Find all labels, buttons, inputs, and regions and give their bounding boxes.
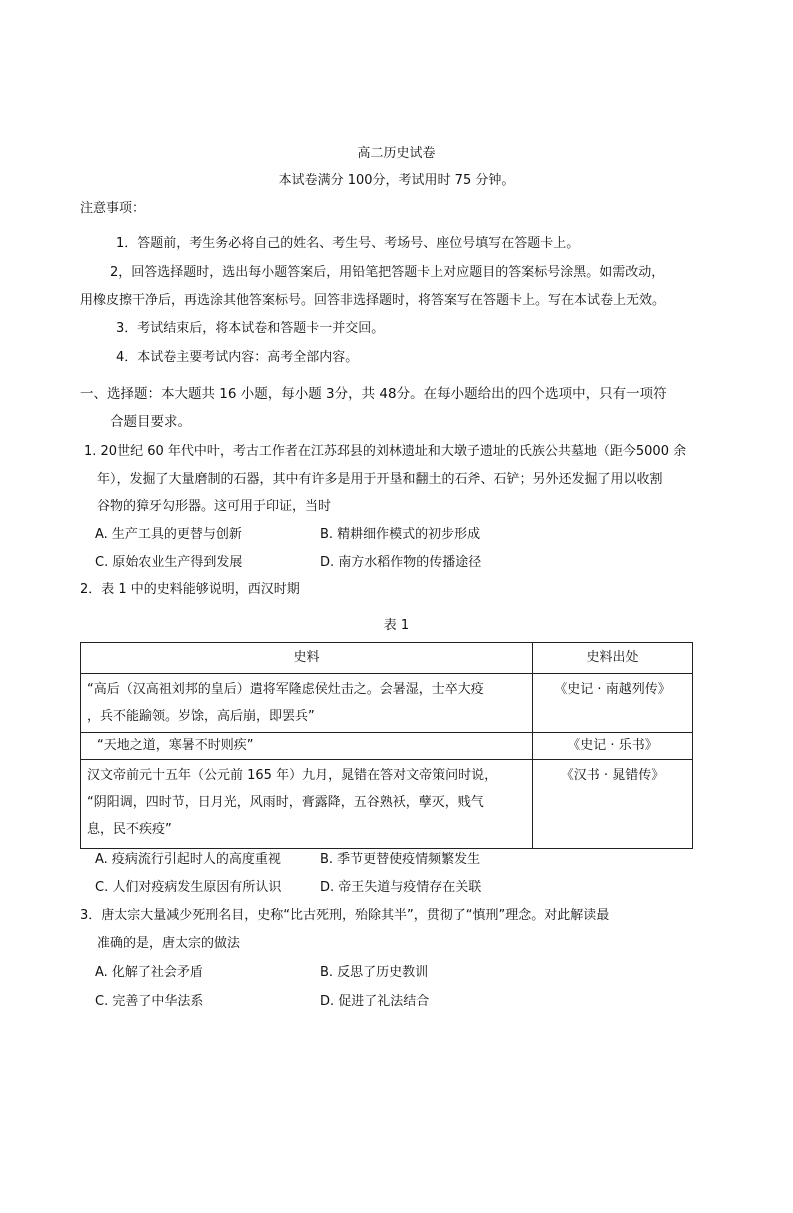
q1-stem-line-2: 年），发掘了大量磨制的石器，其中有许多是用于开垦和翻土的石斧、石铲；另外还发掘了用以收割 [97,472,663,487]
table-cell-line: 汉文帝前元十五年（公元前 165 年）九月，晁错在答对文帝策问时说， [87,768,498,783]
table-cell-line: “阴阳调，四时节，日月光，风雨时，膏露降，五谷熟袄，孽灭，贱气 [87,795,484,810]
table-cell-source: 《史记 · 南越列传》 [533,674,693,733]
table-header-source-origin: 史料出处 [533,643,693,674]
note-item-3: 3．考试结束后，将本试卷和答题卡一并交回。 [116,321,385,336]
q2-option-d: D. 帝王失道与疫情存在关联 [320,880,482,895]
table-header-row [81,643,693,674]
table-cell-text [81,733,533,760]
q3-option-b: B. 反思了历史教训 [320,965,429,980]
note-item-4: 4．本试卷主要考试内容：高考全部内容。 [116,350,359,365]
exam-subtitle: 本试卷满分 100分，考试用时 75 分钟。 [278,173,515,188]
table-row [81,674,693,733]
table-cell-text [81,674,533,733]
table-header-source-text: 史料 [81,643,533,674]
table-cell-line: “天地之道，寒暑不时则疾” [97,738,254,753]
q2-stem: 2．表 1 中的史料能够说明，西汉时期 [80,582,300,597]
table-cell-line: ，兵不能踰领。岁馀，高后崩，即罢兵” [87,709,315,724]
source-table [80,642,693,849]
q1-stem-line-3: 谷物的獐牙勾形器。这可用于印证，当时 [97,499,332,514]
q1-option-c: C. 原始农业生产得到发展 [95,555,243,570]
exam-title: 高二历史试卷 [357,146,436,161]
table-caption: 表 1 [383,618,410,633]
q1-option-a: A. 生产工具的更替与创新 [95,527,242,542]
q2-option-a: A. 疫病流行引起时人的高度重视 [95,852,281,867]
notes-heading: 注意事项： [80,201,146,216]
q1-stem-line-1: 1. 20世纪 60 年代中叶，考古工作者在江苏邳县的刘林遗址和大墩子遗址的氏族公共墓地（距今5000 余 [84,444,687,459]
q2-option-b: B. 季节更替使疫情频繁发生 [320,852,481,867]
table-cell-line: “高后（汉高祖刘邦的皇后）遣将军隆虑侯灶击之。会暑湿，士卒大疫 [87,682,484,697]
table-cell-line: 息，民不疾疫” [87,822,172,837]
q3-option-c: C. 完善了中华法系 [95,994,204,1009]
note-item-1: 1．答题前，考生务必将自己的姓名、考生号、考场号、座位号填写在答题卡上。 [116,236,580,251]
q1-option-b: B. 精耕细作模式的初步形成 [320,527,481,542]
table-cell-source: 《汉书 · 晁错传》 [533,760,693,849]
table-row [81,733,693,760]
table-cell-source: 《史记 · 乐书》 [533,733,693,760]
note-item-2: 2，回答选择题时，选出每小题答案后，用铅笔把答题卡上对应题目的答案标号涂黑。如需改动， [110,265,665,280]
q3-stem-line-2: 准确的是，唐太宗的做法 [97,936,241,951]
q1-option-d: D. 南方水稻作物的传播途径 [320,555,482,570]
q2-option-c: C. 人们对疫病发生原因有所认识 [95,880,282,895]
note-item-2-cont: 用橡皮擦干净后，再选涂其他答案标号。回答非选择题时，将答案写在答题卡上。写在本试卷上无效。 [80,293,666,308]
section-heading: 一、选择题：本大题共 16 小题，每小题 3分，共 48分。在每小题给出的四个选项中，只有一项符 [80,386,667,402]
q3-stem-line-1: 3．唐太宗大量减少死刑名目，史称“比古死刑，殆除其半”，贯彻了“慎刑”理念。对此解读最 [80,908,610,923]
q3-option-d: D. 促进了礼法结合 [320,994,430,1009]
table-row [81,760,693,849]
q3-option-a: A. 化解了社会矛盾 [95,965,203,980]
section-heading-cont: 合题目要求。 [110,414,191,430]
table-cell-text [81,760,533,849]
